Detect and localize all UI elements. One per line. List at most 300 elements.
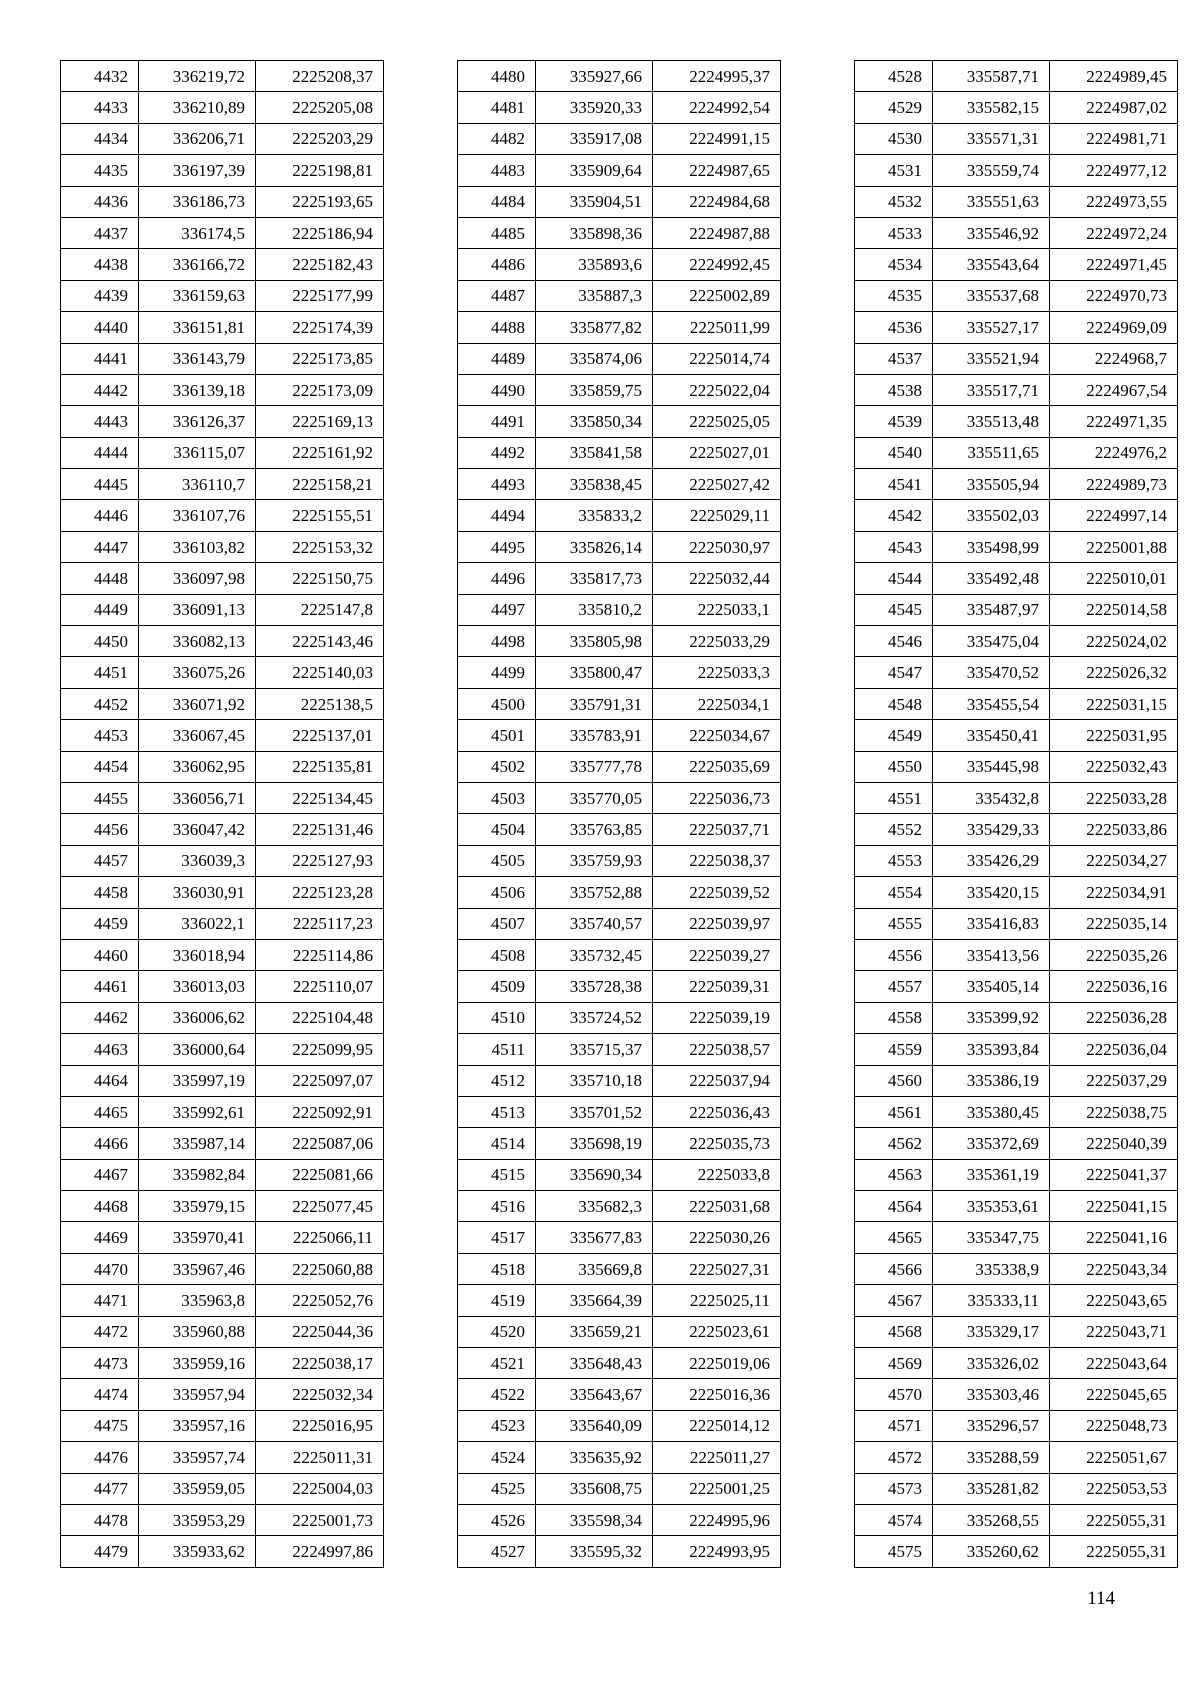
x-coordinate-cell: 336006,62: [139, 1002, 256, 1033]
coordinate-table-2: [457, 60, 781, 1568]
point-number-cell: 4494: [458, 500, 536, 531]
point-number-cell: 4438: [61, 249, 139, 280]
y-coordinate-cell: 2224987,65: [653, 155, 781, 186]
table-row: [458, 1285, 781, 1316]
table-row: [61, 1065, 384, 1096]
y-coordinate-cell: 2225043,71: [1050, 1316, 1178, 1347]
x-coordinate-cell: 335957,74: [139, 1442, 256, 1473]
y-coordinate-cell: 2224971,45: [1050, 249, 1178, 280]
y-coordinate-cell: 2224995,96: [653, 1504, 781, 1535]
table-row: [61, 1034, 384, 1065]
y-coordinate-cell: 2225173,85: [256, 343, 384, 374]
y-coordinate-cell: 2225182,43: [256, 249, 384, 280]
x-coordinate-cell: 336166,72: [139, 249, 256, 280]
x-coordinate-cell: 336022,1: [139, 908, 256, 939]
point-number-cell: 4545: [855, 594, 933, 625]
point-number-cell: 4532: [855, 186, 933, 217]
table-row: [458, 720, 781, 751]
point-number-cell: 4471: [61, 1285, 139, 1316]
table-row: [855, 249, 1178, 280]
x-coordinate-cell: 335920,33: [536, 92, 653, 123]
table-row: [855, 406, 1178, 437]
table-row: [61, 594, 384, 625]
x-coordinate-cell: 335587,71: [933, 61, 1050, 92]
point-number-cell: 4521: [458, 1348, 536, 1379]
table-row: [855, 657, 1178, 688]
table-row: [458, 845, 781, 876]
point-number-cell: 4472: [61, 1316, 139, 1347]
x-coordinate-cell: 335669,8: [536, 1253, 653, 1284]
x-coordinate-cell: 335992,61: [139, 1096, 256, 1127]
point-number-cell: 4492: [458, 437, 536, 468]
table-row: [61, 563, 384, 594]
table-row: [61, 92, 384, 123]
point-number-cell: 4432: [61, 61, 139, 92]
y-coordinate-cell: 2225153,32: [256, 531, 384, 562]
y-coordinate-cell: 2224995,37: [653, 61, 781, 92]
x-coordinate-cell: 336115,07: [139, 437, 256, 468]
y-coordinate-cell: 2225030,97: [653, 531, 781, 562]
y-coordinate-cell: 2225011,31: [256, 1442, 384, 1473]
table-row: [855, 1316, 1178, 1347]
x-coordinate-cell: 335635,92: [536, 1442, 653, 1473]
point-number-cell: 4542: [855, 500, 933, 531]
point-number-cell: 4434: [61, 123, 139, 154]
point-number-cell: 4536: [855, 312, 933, 343]
table-row: [61, 1222, 384, 1253]
y-coordinate-cell: 2225033,86: [1050, 814, 1178, 845]
point-number-cell: 4466: [61, 1128, 139, 1159]
table-row: [458, 688, 781, 719]
point-number-cell: 4473: [61, 1348, 139, 1379]
table-row: [458, 1002, 781, 1033]
point-number-cell: 4495: [458, 531, 536, 562]
point-number-cell: 4436: [61, 186, 139, 217]
x-coordinate-cell: 335887,3: [536, 280, 653, 311]
table-row: [61, 1002, 384, 1033]
point-number-cell: 4562: [855, 1128, 933, 1159]
y-coordinate-cell: 2225038,57: [653, 1034, 781, 1065]
table-row: [61, 1096, 384, 1127]
x-coordinate-cell: 335838,45: [536, 469, 653, 500]
y-coordinate-cell: 2225032,44: [653, 563, 781, 594]
point-number-cell: 4548: [855, 688, 933, 719]
table-row: [61, 61, 384, 92]
table-row: [458, 1034, 781, 1065]
table-row: [61, 280, 384, 311]
table-row: [855, 469, 1178, 500]
x-coordinate-cell: 335608,75: [536, 1473, 653, 1504]
y-coordinate-cell: 2225036,43: [653, 1096, 781, 1127]
point-number-cell: 4493: [458, 469, 536, 500]
y-coordinate-cell: 2225092,91: [256, 1096, 384, 1127]
table-row: [855, 1002, 1178, 1033]
x-coordinate-cell: 335498,99: [933, 531, 1050, 562]
point-number-cell: 4490: [458, 374, 536, 405]
table-row: [458, 971, 781, 1002]
y-coordinate-cell: 2224991,15: [653, 123, 781, 154]
x-coordinate-cell: 335898,36: [536, 217, 653, 248]
table-row: [458, 1316, 781, 1347]
point-number-cell: 4446: [61, 500, 139, 531]
point-number-cell: 4551: [855, 782, 933, 813]
x-coordinate-cell: 335513,48: [933, 406, 1050, 437]
x-coordinate-cell: 335511,65: [933, 437, 1050, 468]
table-row: [458, 563, 781, 594]
x-coordinate-cell: 335960,88: [139, 1316, 256, 1347]
x-coordinate-cell: 335850,34: [536, 406, 653, 437]
table-row: [61, 877, 384, 908]
table-row: [458, 626, 781, 657]
table-row: [855, 155, 1178, 186]
x-coordinate-cell: 335927,66: [536, 61, 653, 92]
table-row: [855, 1191, 1178, 1222]
y-coordinate-cell: 2225127,93: [256, 845, 384, 876]
point-number-cell: 4509: [458, 971, 536, 1002]
table-row: [855, 1222, 1178, 1253]
x-coordinate-cell: 335800,47: [536, 657, 653, 688]
y-coordinate-cell: 2225036,16: [1050, 971, 1178, 1002]
point-number-cell: 4556: [855, 939, 933, 970]
point-number-cell: 4550: [855, 751, 933, 782]
x-coordinate-cell: 335582,15: [933, 92, 1050, 123]
point-number-cell: 4470: [61, 1253, 139, 1284]
y-coordinate-cell: 2225044,36: [256, 1316, 384, 1347]
table-row: [458, 782, 781, 813]
table-row: [61, 123, 384, 154]
point-number-cell: 4569: [855, 1348, 933, 1379]
x-coordinate-cell: 335740,57: [536, 908, 653, 939]
table-row: [61, 343, 384, 374]
point-number-cell: 4555: [855, 908, 933, 939]
x-coordinate-cell: 335347,75: [933, 1222, 1050, 1253]
y-coordinate-cell: 2225099,95: [256, 1034, 384, 1065]
point-number-cell: 4457: [61, 845, 139, 876]
point-number-cell: 4445: [61, 469, 139, 500]
table-row: [458, 751, 781, 782]
y-coordinate-cell: 2225037,29: [1050, 1065, 1178, 1096]
point-number-cell: 4435: [61, 155, 139, 186]
x-coordinate-cell: 335338,9: [933, 1253, 1050, 1284]
point-number-cell: 4479: [61, 1536, 139, 1567]
point-number-cell: 4460: [61, 939, 139, 970]
point-number-cell: 4513: [458, 1096, 536, 1127]
table-row: [855, 939, 1178, 970]
x-coordinate-cell: 335571,31: [933, 123, 1050, 154]
y-coordinate-cell: 2225033,28: [1050, 782, 1178, 813]
y-coordinate-cell: 2225043,64: [1050, 1348, 1178, 1379]
table-row: [61, 437, 384, 468]
y-coordinate-cell: 2224970,73: [1050, 280, 1178, 311]
x-coordinate-cell: 335967,46: [139, 1253, 256, 1284]
y-coordinate-cell: 2225035,69: [653, 751, 781, 782]
x-coordinate-cell: 336103,82: [139, 531, 256, 562]
table-row: [61, 688, 384, 719]
x-coordinate-cell: 335963,8: [139, 1285, 256, 1316]
point-number-cell: 4575: [855, 1536, 933, 1567]
table-row: [61, 720, 384, 751]
x-coordinate-cell: 335527,17: [933, 312, 1050, 343]
y-coordinate-cell: 2225081,66: [256, 1159, 384, 1190]
table-row: [855, 1285, 1178, 1316]
y-coordinate-cell: 2225022,04: [653, 374, 781, 405]
y-coordinate-cell: 2225034,27: [1050, 845, 1178, 876]
point-number-cell: 4465: [61, 1096, 139, 1127]
x-coordinate-cell: 335698,19: [536, 1128, 653, 1159]
table-row: [458, 939, 781, 970]
y-coordinate-cell: 2225150,75: [256, 563, 384, 594]
point-number-cell: 4456: [61, 814, 139, 845]
y-coordinate-cell: 2225019,06: [653, 1348, 781, 1379]
x-coordinate-cell: 336107,76: [139, 500, 256, 531]
x-coordinate-cell: 335701,52: [536, 1096, 653, 1127]
point-number-cell: 4488: [458, 312, 536, 343]
x-coordinate-cell: 336062,95: [139, 751, 256, 782]
x-coordinate-cell: 335997,19: [139, 1065, 256, 1096]
point-number-cell: 4524: [458, 1442, 536, 1473]
y-coordinate-cell: 2225041,16: [1050, 1222, 1178, 1253]
y-coordinate-cell: 2225029,11: [653, 500, 781, 531]
table-row: [61, 1442, 384, 1473]
y-coordinate-cell: 2224989,73: [1050, 469, 1178, 500]
x-coordinate-cell: 335455,54: [933, 688, 1050, 719]
point-number-cell: 4451: [61, 657, 139, 688]
point-number-cell: 4568: [855, 1316, 933, 1347]
point-number-cell: 4557: [855, 971, 933, 1002]
table-row: [855, 1065, 1178, 1096]
x-coordinate-cell: 335595,32: [536, 1536, 653, 1567]
x-coordinate-cell: 335982,84: [139, 1159, 256, 1190]
x-coordinate-cell: 335959,05: [139, 1473, 256, 1504]
table-row: [855, 563, 1178, 594]
table-row: [458, 1379, 781, 1410]
x-coordinate-cell: 336071,92: [139, 688, 256, 719]
y-coordinate-cell: 2225035,73: [653, 1128, 781, 1159]
table-row: [855, 1504, 1178, 1535]
point-number-cell: 4458: [61, 877, 139, 908]
x-coordinate-cell: 335445,98: [933, 751, 1050, 782]
point-number-cell: 4450: [61, 626, 139, 657]
table-row: [855, 1379, 1178, 1410]
y-coordinate-cell: 2225186,94: [256, 217, 384, 248]
table-row: [61, 1410, 384, 1441]
x-coordinate-cell: 336197,39: [139, 155, 256, 186]
y-coordinate-cell: 2225011,99: [653, 312, 781, 343]
y-coordinate-cell: 2225025,05: [653, 406, 781, 437]
y-coordinate-cell: 2225033,1: [653, 594, 781, 625]
y-coordinate-cell: 2224992,45: [653, 249, 781, 280]
point-number-cell: 4454: [61, 751, 139, 782]
x-coordinate-cell: 335333,11: [933, 1285, 1050, 1316]
y-coordinate-cell: 2225147,8: [256, 594, 384, 625]
point-number-cell: 4485: [458, 217, 536, 248]
x-coordinate-cell: 335470,52: [933, 657, 1050, 688]
y-coordinate-cell: 2225004,03: [256, 1473, 384, 1504]
y-coordinate-cell: 2225011,27: [653, 1442, 781, 1473]
point-number-cell: 4512: [458, 1065, 536, 1096]
point-number-cell: 4461: [61, 971, 139, 1002]
table-row: [61, 1316, 384, 1347]
y-coordinate-cell: 2225055,31: [1050, 1536, 1178, 1567]
x-coordinate-cell: 335505,94: [933, 469, 1050, 500]
y-coordinate-cell: 2225158,21: [256, 469, 384, 500]
table-row: [855, 61, 1178, 92]
y-coordinate-cell: 2224993,95: [653, 1536, 781, 1567]
y-coordinate-cell: 2225016,95: [256, 1410, 384, 1441]
x-coordinate-cell: 335502,03: [933, 500, 1050, 531]
table-row: [855, 343, 1178, 374]
x-coordinate-cell: 335420,15: [933, 877, 1050, 908]
table-row: [61, 1379, 384, 1410]
y-coordinate-cell: 2225169,13: [256, 406, 384, 437]
point-number-cell: 4440: [61, 312, 139, 343]
point-number-cell: 4561: [855, 1096, 933, 1127]
x-coordinate-cell: 336075,26: [139, 657, 256, 688]
y-coordinate-cell: 2225039,97: [653, 908, 781, 939]
y-coordinate-cell: 2225026,32: [1050, 657, 1178, 688]
table-row: [458, 469, 781, 500]
y-coordinate-cell: 2224976,2: [1050, 437, 1178, 468]
table-row: [458, 406, 781, 437]
x-coordinate-cell: 335399,92: [933, 1002, 1050, 1033]
y-coordinate-cell: 2225036,28: [1050, 1002, 1178, 1033]
table-row: [855, 531, 1178, 562]
x-coordinate-cell: 336159,63: [139, 280, 256, 311]
point-number-cell: 4481: [458, 92, 536, 123]
y-coordinate-cell: 2224989,45: [1050, 61, 1178, 92]
x-coordinate-cell: 335732,45: [536, 939, 653, 970]
y-coordinate-cell: 2225033,3: [653, 657, 781, 688]
y-coordinate-cell: 2225024,02: [1050, 626, 1178, 657]
table-row: [855, 123, 1178, 154]
x-coordinate-cell: 336174,5: [139, 217, 256, 248]
x-coordinate-cell: 336030,91: [139, 877, 256, 908]
y-coordinate-cell: 2225174,39: [256, 312, 384, 343]
y-coordinate-cell: 2225104,48: [256, 1002, 384, 1033]
table-row: [855, 814, 1178, 845]
table-row: [61, 782, 384, 813]
y-coordinate-cell: 2225097,07: [256, 1065, 384, 1096]
x-coordinate-cell: 335957,94: [139, 1379, 256, 1410]
y-coordinate-cell: 2225031,15: [1050, 688, 1178, 719]
table-row: [855, 92, 1178, 123]
table-row: [855, 751, 1178, 782]
point-number-cell: 4486: [458, 249, 536, 280]
x-coordinate-cell: 335791,31: [536, 688, 653, 719]
table-row: [61, 908, 384, 939]
x-coordinate-cell: 336013,03: [139, 971, 256, 1002]
point-number-cell: 4572: [855, 1442, 933, 1473]
x-coordinate-cell: 336143,79: [139, 343, 256, 374]
x-coordinate-cell: 335690,34: [536, 1159, 653, 1190]
y-coordinate-cell: 2225052,76: [256, 1285, 384, 1316]
table-row: [458, 1191, 781, 1222]
table-row: [855, 1536, 1178, 1567]
x-coordinate-cell: 335405,14: [933, 971, 1050, 1002]
y-coordinate-cell: 2225037,94: [653, 1065, 781, 1096]
point-number-cell: 4499: [458, 657, 536, 688]
x-coordinate-cell: 336000,64: [139, 1034, 256, 1065]
y-coordinate-cell: 2225032,43: [1050, 751, 1178, 782]
point-number-cell: 4448: [61, 563, 139, 594]
point-number-cell: 4459: [61, 908, 139, 939]
point-number-cell: 4511: [458, 1034, 536, 1065]
x-coordinate-cell: 335877,82: [536, 312, 653, 343]
table-row: [855, 1034, 1178, 1065]
y-coordinate-cell: 2224969,09: [1050, 312, 1178, 343]
x-coordinate-cell: 335487,97: [933, 594, 1050, 625]
x-coordinate-cell: 336206,71: [139, 123, 256, 154]
point-number-cell: 4468: [61, 1191, 139, 1222]
y-coordinate-cell: 2225138,5: [256, 688, 384, 719]
point-number-cell: 4449: [61, 594, 139, 625]
y-coordinate-cell: 2225038,75: [1050, 1096, 1178, 1127]
y-coordinate-cell: 2225027,01: [653, 437, 781, 468]
x-coordinate-cell: 335475,04: [933, 626, 1050, 657]
table-row: [855, 594, 1178, 625]
point-number-cell: 4571: [855, 1410, 933, 1441]
x-coordinate-cell: 335841,58: [536, 437, 653, 468]
table-row: [855, 1159, 1178, 1190]
table-row: [855, 626, 1178, 657]
point-number-cell: 4544: [855, 563, 933, 594]
point-number-cell: 4464: [61, 1065, 139, 1096]
point-number-cell: 4518: [458, 1253, 536, 1284]
y-coordinate-cell: 2225038,17: [256, 1348, 384, 1379]
x-coordinate-cell: 335904,51: [536, 186, 653, 217]
table-row: [61, 531, 384, 562]
table-row: [61, 1159, 384, 1190]
table-row: [458, 1504, 781, 1535]
table-row: [458, 594, 781, 625]
y-coordinate-cell: 2225038,37: [653, 845, 781, 876]
y-coordinate-cell: 2225023,61: [653, 1316, 781, 1347]
point-number-cell: 4500: [458, 688, 536, 719]
point-number-cell: 4501: [458, 720, 536, 751]
table-row: [855, 1442, 1178, 1473]
point-number-cell: 4487: [458, 280, 536, 311]
point-number-cell: 4437: [61, 217, 139, 248]
x-coordinate-cell: 335953,29: [139, 1504, 256, 1535]
point-number-cell: 4484: [458, 186, 536, 217]
y-coordinate-cell: 2225037,71: [653, 814, 781, 845]
table-row: [458, 1222, 781, 1253]
x-coordinate-cell: 335783,91: [536, 720, 653, 751]
y-coordinate-cell: 2225033,29: [653, 626, 781, 657]
x-coordinate-cell: 336126,37: [139, 406, 256, 437]
table-row: [855, 845, 1178, 876]
point-number-cell: 4477: [61, 1473, 139, 1504]
table-row: [458, 877, 781, 908]
point-number-cell: 4441: [61, 343, 139, 374]
x-coordinate-cell: 335353,61: [933, 1191, 1050, 1222]
table-row: [61, 939, 384, 970]
y-coordinate-cell: 2225014,58: [1050, 594, 1178, 625]
y-coordinate-cell: 2225161,92: [256, 437, 384, 468]
y-coordinate-cell: 2224968,7: [1050, 343, 1178, 374]
x-coordinate-cell: 335752,88: [536, 877, 653, 908]
coordinate-table-1: [60, 60, 384, 1568]
x-coordinate-cell: 336056,71: [139, 782, 256, 813]
point-number-cell: 4541: [855, 469, 933, 500]
table-row: [61, 406, 384, 437]
x-coordinate-cell: 335759,93: [536, 845, 653, 876]
y-coordinate-cell: 2225014,74: [653, 343, 781, 374]
table-row: [458, 908, 781, 939]
point-number-cell: 4567: [855, 1285, 933, 1316]
table-row: [458, 374, 781, 405]
table-row: [855, 280, 1178, 311]
